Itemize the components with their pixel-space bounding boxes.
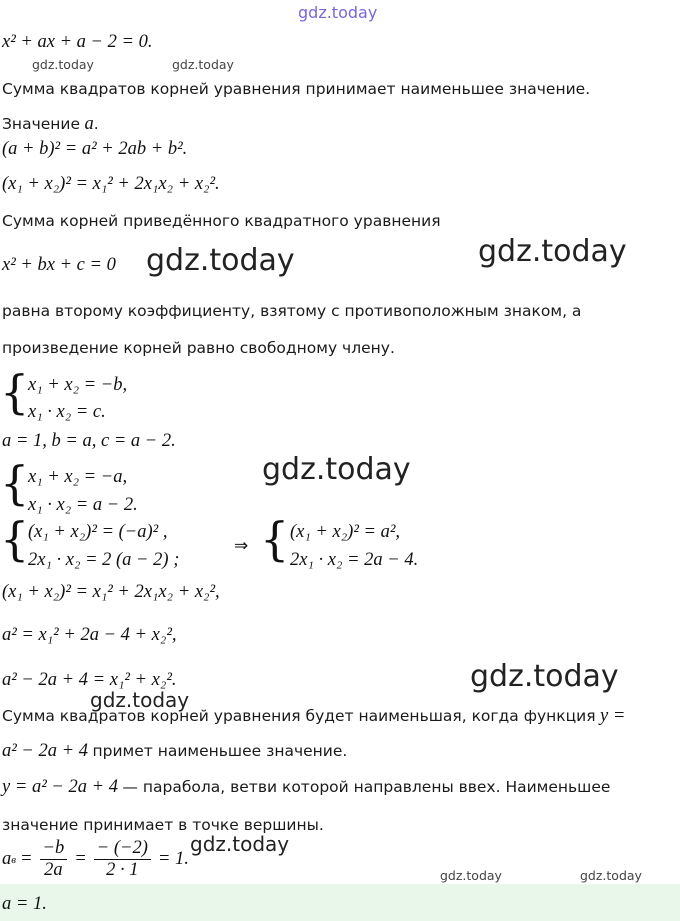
value-variable: a — [84, 114, 94, 134]
reduced-equation: x² + bx + c = 0 — [2, 255, 116, 275]
watermark-large: gdz.today — [262, 452, 411, 487]
substitution: a = 1, b = a, c = a − 2. — [2, 431, 176, 451]
expansion: (x₁ + x₂)² = x₁² + 2x₁x₂ + x₂², — [2, 582, 220, 602]
system1-line2: x₁ · x₂ = c. — [28, 402, 106, 422]
watermark-large: gdz.today — [146, 243, 295, 278]
equation-main: x² + ax + a − 2 = 0. — [2, 32, 153, 52]
system2-line1: x₁ + x₂ = −a, — [28, 467, 128, 487]
watermark-medium: gdz.today — [90, 688, 190, 712]
vieta-sentence-1: равна второму коэффициенту, взятому с противоположным знаком, а — [2, 302, 582, 320]
watermark-small: gdz.today — [580, 868, 642, 883]
watermark-large: gdz.today — [478, 234, 627, 269]
watermark-top: gdz.today — [298, 3, 378, 22]
a-squared-rearranged: a² − 2a + 4 = x₁² + x₂². — [2, 670, 177, 690]
system-brace: { — [260, 512, 290, 566]
minimum-sentence-2: a² − 2a + 4 примет наименьшее значение. — [2, 741, 348, 761]
answer-band — [0, 884, 680, 921]
system-brace: { — [0, 456, 30, 510]
value-line: Значение a. — [2, 114, 99, 134]
vertex-sentence: значение принимает в точке вершины. — [2, 816, 324, 834]
system3-line1: (x₁ + x₂)² = (−a)² , — [28, 522, 168, 542]
parabola-sentence: y = a² − 2a + 4 — парабола, ветви которой направлены ввех. Наименьшее — [2, 777, 611, 797]
watermark-large: gdz.today — [470, 659, 619, 694]
system1-line1: x₁ + x₂ = −b, — [28, 375, 128, 395]
system-brace: { — [0, 365, 30, 419]
vertex-formula: a в = $\frac{-b}{2a}$ = $\frac{- (-2)}{2 \cdot 1}$ = 1. — [2, 838, 189, 881]
sum-roots-sentence: Сумма корней приведённого квадратного уравнения — [2, 212, 441, 230]
watermark-medium: gdz.today — [190, 832, 290, 856]
watermark-small: gdz.today — [32, 57, 94, 72]
identity-square-sum: (a + b)² = a² + 2ab + b². — [2, 139, 188, 159]
system4-line1: (x₁ + x₂)² = a², — [290, 522, 401, 542]
implies-arrow: ⇒ — [234, 536, 249, 556]
answer: a = 1. — [2, 894, 47, 914]
system-brace: { — [0, 512, 30, 566]
watermark-small: gdz.today — [440, 868, 502, 883]
system3-line2: 2x₁ · x₂ = 2 (a − 2) ; — [28, 550, 180, 570]
system4-line2: 2x₁ · x₂ = 2a − 4. — [290, 550, 419, 570]
fraction: $\frac{-b}{2a}$ — [40, 838, 68, 882]
watermark-small: gdz.today — [172, 57, 234, 72]
minimum-sentence-1: Сумма квадратов корней уравнения будет наименьшая, когда функция y = — [2, 706, 626, 726]
fraction: $\frac{- (-2)}{2 \cdot 1}$ — [94, 838, 151, 882]
value-label: Значение — [2, 115, 81, 133]
vieta-sentence-2: произведение корней равно свободному члену. — [2, 339, 395, 357]
identity-roots-square: (x₁ + x₂)² = x₁² + 2x₁x₂ + x₂². — [2, 174, 220, 194]
task-sentence: Сумма квадратов корней уравнения принимает наименьшее значение. — [2, 80, 591, 98]
system2-line2: x₁ · x₂ = a − 2. — [28, 495, 138, 515]
a-squared-equation: a² = x₁² + 2a − 4 + x₂², — [2, 625, 177, 645]
